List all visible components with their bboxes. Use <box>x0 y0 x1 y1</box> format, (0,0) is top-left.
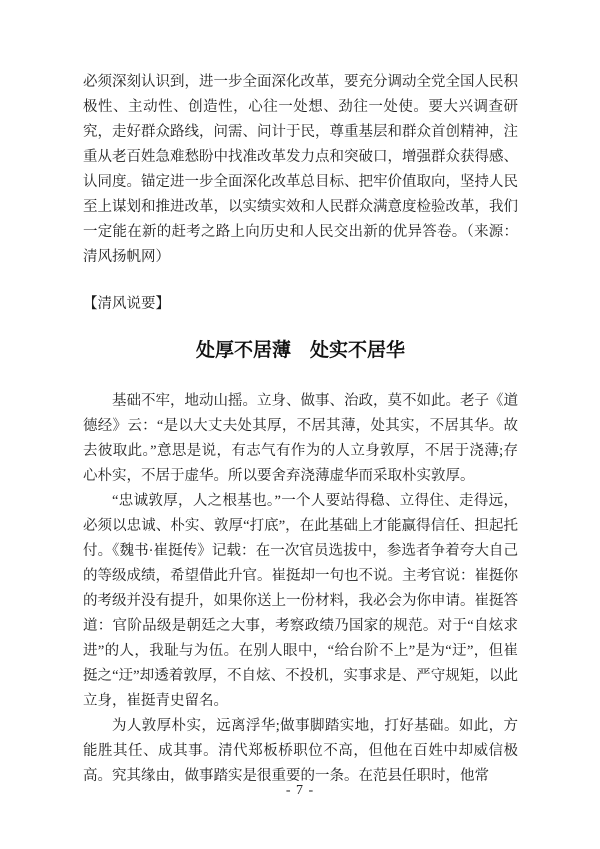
article-title: 处厚不居薄 处实不居华 <box>195 340 405 361</box>
paragraph-continuation: 必须深刻认识到，进一步全面深化改革，要充分调动全党全国人民积极性、主动性、创造性，心往一处想、劲往一处使。要大兴调查研究，走好群众路线，问需、问计于民，尊重基层和群众首创精神，注重从老百姓急难愁盼中找准改革发力点和突破口，增强群众获得感、认同度。锚定进一步全面深化改革总目标、把牢价值取向，坚持人民至上谋划和推进改革，以实绩实效和人民群众满意度检验改革，我们一定能在新的赶考之路上向历史和人民交出新的优异答卷。（来源：清风扬帆网） <box>83 74 518 265</box>
page-number: - 7 - <box>285 783 315 798</box>
page-content <box>83 70 518 789</box>
section-header: 【清风说要】 <box>83 296 170 312</box>
paragraph-body-1: 基础不牢，地动山摇。立身、做事、治政，莫不如此。老子《道德经》云：“是以大丈夫处其厚，不居其薄，处其实，不居其华。故去彼取此。”意思是说，有志气有作为的人立身敦厚，不居于浇薄;存心朴实，不居于虚华。所以要舍弃浇薄虚华而采取朴实敦厚。 <box>83 393 518 484</box>
paragraph-body-2: “忠诚敦厚，人之根基也。”一个人要站得稳、立得住、走得远，必须以忠诚、朴实、敦厚“打底”，在此基础上才能赢得信任、担起托付。《魏书·崔挺传》记载：在一次官员选拔中，参选者争着夸大自己的等级成绩，希望借此升官。崔挺却一句也不说。主考官说：崔挺你的考级并没有提升，如果你送上一份材料，我必会为你申请。崔挺答道：官阶品级是朝廷之大事，考察政绩乃国家的规范。对于“自炫求进”的人，我耻与为伍。在别人眼中，“给台阶不上”是为“迂”，但崔挺之“迂”却透着敦厚，不自炫、不投机，实事求是、严守规矩，以此立身，崔挺青史留名。 <box>83 493 518 709</box>
paragraph-body-3: 为人敦厚朴实，远离浮华;做事脚踏实地，打好基础。如此，方能胜其任、成其事。清代郑板桥职位不高，但他在百姓中却威信极高。究其缘由，做事踏实是很重要的一条。在范县任职时，他常 <box>83 718 518 784</box>
